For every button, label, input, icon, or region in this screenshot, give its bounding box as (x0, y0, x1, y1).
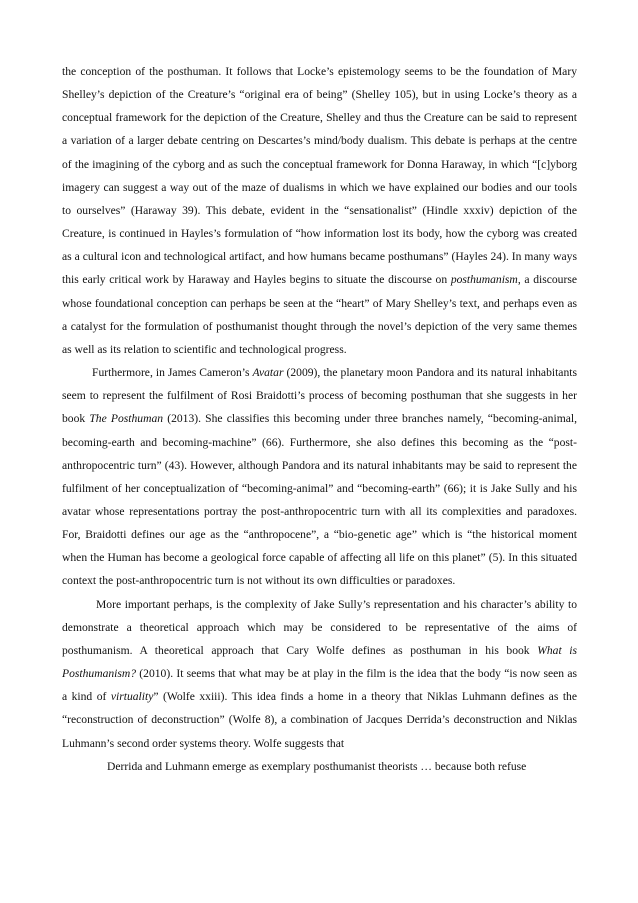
text-segment: (2013). She classifies this becoming under three branches namely, “becoming-animal, becoming-earth and becoming-machine” (66). Furthermore, she also defines this becoming as the “post-anthropocentric turn” (43). However, although Pandora and its natural inhabitants may be said to represent the fulfilment of her conceptualization of “becoming-animal” and “becoming-earth” (66); it is Jake Sully and his avatar whose representations portray the post-anthropocentric turn with all its complexities and paradoxes. For, Braidotti defines our age as the “anthropocene”, a “bio-genetic age” which is “the historical moment when the Human has become a geological force capable of affecting all life on this planet” (5). In this situated context the post-anthropocentric turn is not without its own difficulties or paradoxes. (62, 412, 577, 588)
block-quote (62, 755, 577, 778)
italic-title: Avatar (252, 366, 284, 380)
italic-title: What is Posthumanism? (62, 643, 577, 681)
italic-term: virtuality (110, 690, 154, 704)
text-segment: (2010). It seems that what may be at play in the film is the idea that the body “is now seen as a kind of (62, 667, 577, 704)
body-text (62, 60, 577, 778)
text-segment: (2009), the planetary moon Pandora and its natural inhabitants seem to represent the fulfilment of Rosi Braidotti’s process of becoming posthuman that she suggests in her book (62, 366, 577, 426)
text-segment: Furthermore, in James Cameron’s (92, 366, 253, 380)
italic-term: posthumanism (450, 273, 518, 287)
paragraph-avatar (62, 361, 577, 593)
italic-title: The Posthuman (89, 412, 164, 426)
text-segment: the conception of the posthuman. It follows that Locke’s epistemology seems to be the foundation of Mary Shelley’s depiction of the Creature’s “original era of being” (Shelley 105), but in using Locke’s theory as a conceptual framework for the depiction of the Creature, Shelley and thus the Creature can be said to represent a variation of a larger debate centring on Descartes’s mind/body dualism. This debate is perhaps at the centre of the imagining of the cyborg and as such the conceptual framework for Donna Haraway, in which “[c]yborg imagery can suggest a way out of the maze of dualisms in which we have explained our bodies and our tools to ourselves” (Haraway 39). This debate, evident in the “sensationalist” (Hindle xxxiv) depiction of the Creature, is continued in Hayles’s formulation of “how information lost its body, how the cyborg was created as a cultural icon and technological artifact, and how humans became posthumans” (Hayles 24). In many ways this early critical work by Haraway and Hayles begins to situate the discourse on (62, 65, 577, 287)
text-segment: , a discourse whose foundational conception can perhaps be seen at the “heart” of Mary Shelley’s text, and perhaps even as a catalyst for the formulation of posthumanist thought through the novel’s depiction of the very same themes as well as its relation to scientific and technological progress. (62, 273, 577, 356)
text-segment: ” (Wolfe xxiii). This idea finds a home in a theory that Niklas Luhmann defines as the “reconstruction of deconstruction” (Wolfe 8), a combination of Jacques Derrida’s deconstruction and Niklas Luhmann’s second order systems theory. Wolfe suggests that (62, 690, 577, 750)
text-segment: More important perhaps, is the complexity of Jake Sully’s representation and his character’s ability to demonstrate a theoretical approach which may be considered to be representative of the aims of posthumanism. A theoretical approach that Cary Wolfe defines as posthuman in his book (62, 597, 577, 657)
quote-text: Derrida and Luhmann emerge as exemplary posthumanist theorists … because both refuse (107, 759, 527, 773)
paragraph-jake-sully (62, 593, 577, 755)
paragraph-continuation (62, 60, 577, 361)
